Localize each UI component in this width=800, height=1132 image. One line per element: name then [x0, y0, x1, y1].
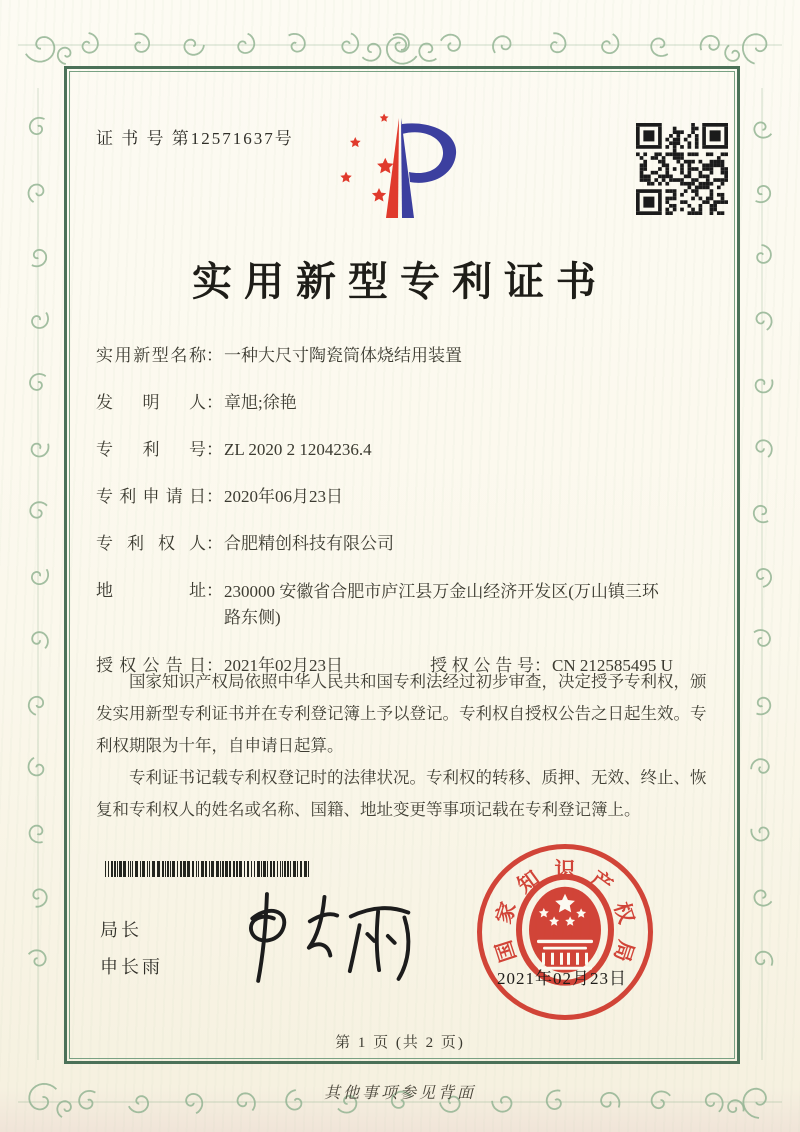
seal-ring-char: 产: [585, 865, 617, 898]
cnipa-red-seal: [477, 844, 653, 1020]
legal-notice: [96, 666, 708, 826]
cnipa-logo-icon: [336, 110, 468, 226]
field-colon: ：: [206, 440, 223, 459]
field-value: 一种大尺寸陶瓷筒体烧结用装置: [224, 346, 462, 365]
barcode-icon: [104, 861, 314, 877]
signer-name: 申长雨: [100, 957, 163, 977]
field-row-inventor: [96, 391, 712, 415]
field-value: 章旭;徐艳: [224, 393, 297, 412]
seal-ring-char: 知: [513, 865, 545, 898]
seal-ring-char: 识: [554, 858, 576, 882]
field-label: 发明人: [96, 393, 206, 412]
field-value: CN 212585495 U: [552, 656, 673, 675]
back-side-note: 其他事项参见背面: [323, 1085, 476, 1102]
field-label: 专利申请日: [96, 487, 206, 506]
field-label: 授权公告号: [430, 656, 534, 675]
seal-ring-char: 权: [609, 899, 639, 927]
signer-position: 局长: [100, 920, 142, 940]
field-colon: ：: [206, 534, 223, 553]
field-label: 专利权人: [96, 534, 206, 553]
legal-notice-paragraph-1: 国家知识产权局依照中华人民共和国专利法经过初步审查，决定授予专利权，颁发实用新型专利证书并在专利登记簿上予以登记。专利权自授权公告之日起生效。专利权期限为十年，自申请日起算。: [96, 672, 707, 755]
field-colon: ：: [534, 656, 551, 675]
field-row-address: [96, 579, 712, 631]
field-value: 2021年02月23日: [224, 656, 343, 675]
field-value: ZL 2020 2 1204236.4: [224, 440, 372, 459]
seal-ring-char: 局: [609, 937, 639, 965]
field-colon: ：: [206, 581, 223, 600]
field-row-patentee: [96, 532, 712, 556]
certificate-fields: [96, 344, 712, 701]
logo-p-bowl: [402, 123, 456, 183]
field-row-filing-date: [96, 485, 712, 509]
field-label: 地址: [96, 581, 206, 600]
certificate-number: 证 书 号 第12571637号: [96, 129, 294, 148]
field-label: 专利号: [96, 440, 206, 459]
certificate-title: 实用新型专利证书: [192, 259, 608, 304]
field-label: 实用新型名称: [96, 346, 206, 365]
field-colon: ：: [206, 393, 223, 412]
page-number: 第 1 页 (共 2 页): [335, 1035, 465, 1051]
field-value: 合肥精创科技有限公司: [224, 534, 394, 553]
logo-stars: [340, 113, 393, 201]
qr-code-icon: [636, 123, 728, 215]
signer-block: [100, 912, 163, 986]
field-value: 2020年06月23日: [224, 487, 343, 506]
seal-grant-date: 2021年02月23日: [497, 969, 627, 988]
field-colon: ：: [206, 346, 223, 365]
field-colon: ：: [206, 656, 223, 675]
legal-notice-paragraph-2: 专利证书记载专利权登记时的法律状况。专利权的转移、质押、无效、终止、恢复和专利权人的姓名或名称、国籍、地址变更等事项记载在专利登记簿上。: [96, 768, 707, 819]
field-row-name: [96, 344, 712, 368]
seal-ring-char: 家: [491, 899, 521, 927]
field-value: 230000 安徽省合肥市庐江县万金山经济开发区(万山镇三环路东侧): [224, 582, 659, 627]
field-label: 授权公告日: [96, 656, 206, 675]
shen-changyu-signature-icon: [226, 886, 421, 986]
field-colon: ：: [206, 487, 223, 506]
field-row-patent-no: [96, 438, 712, 462]
seal-ring-char: 国: [491, 937, 521, 965]
